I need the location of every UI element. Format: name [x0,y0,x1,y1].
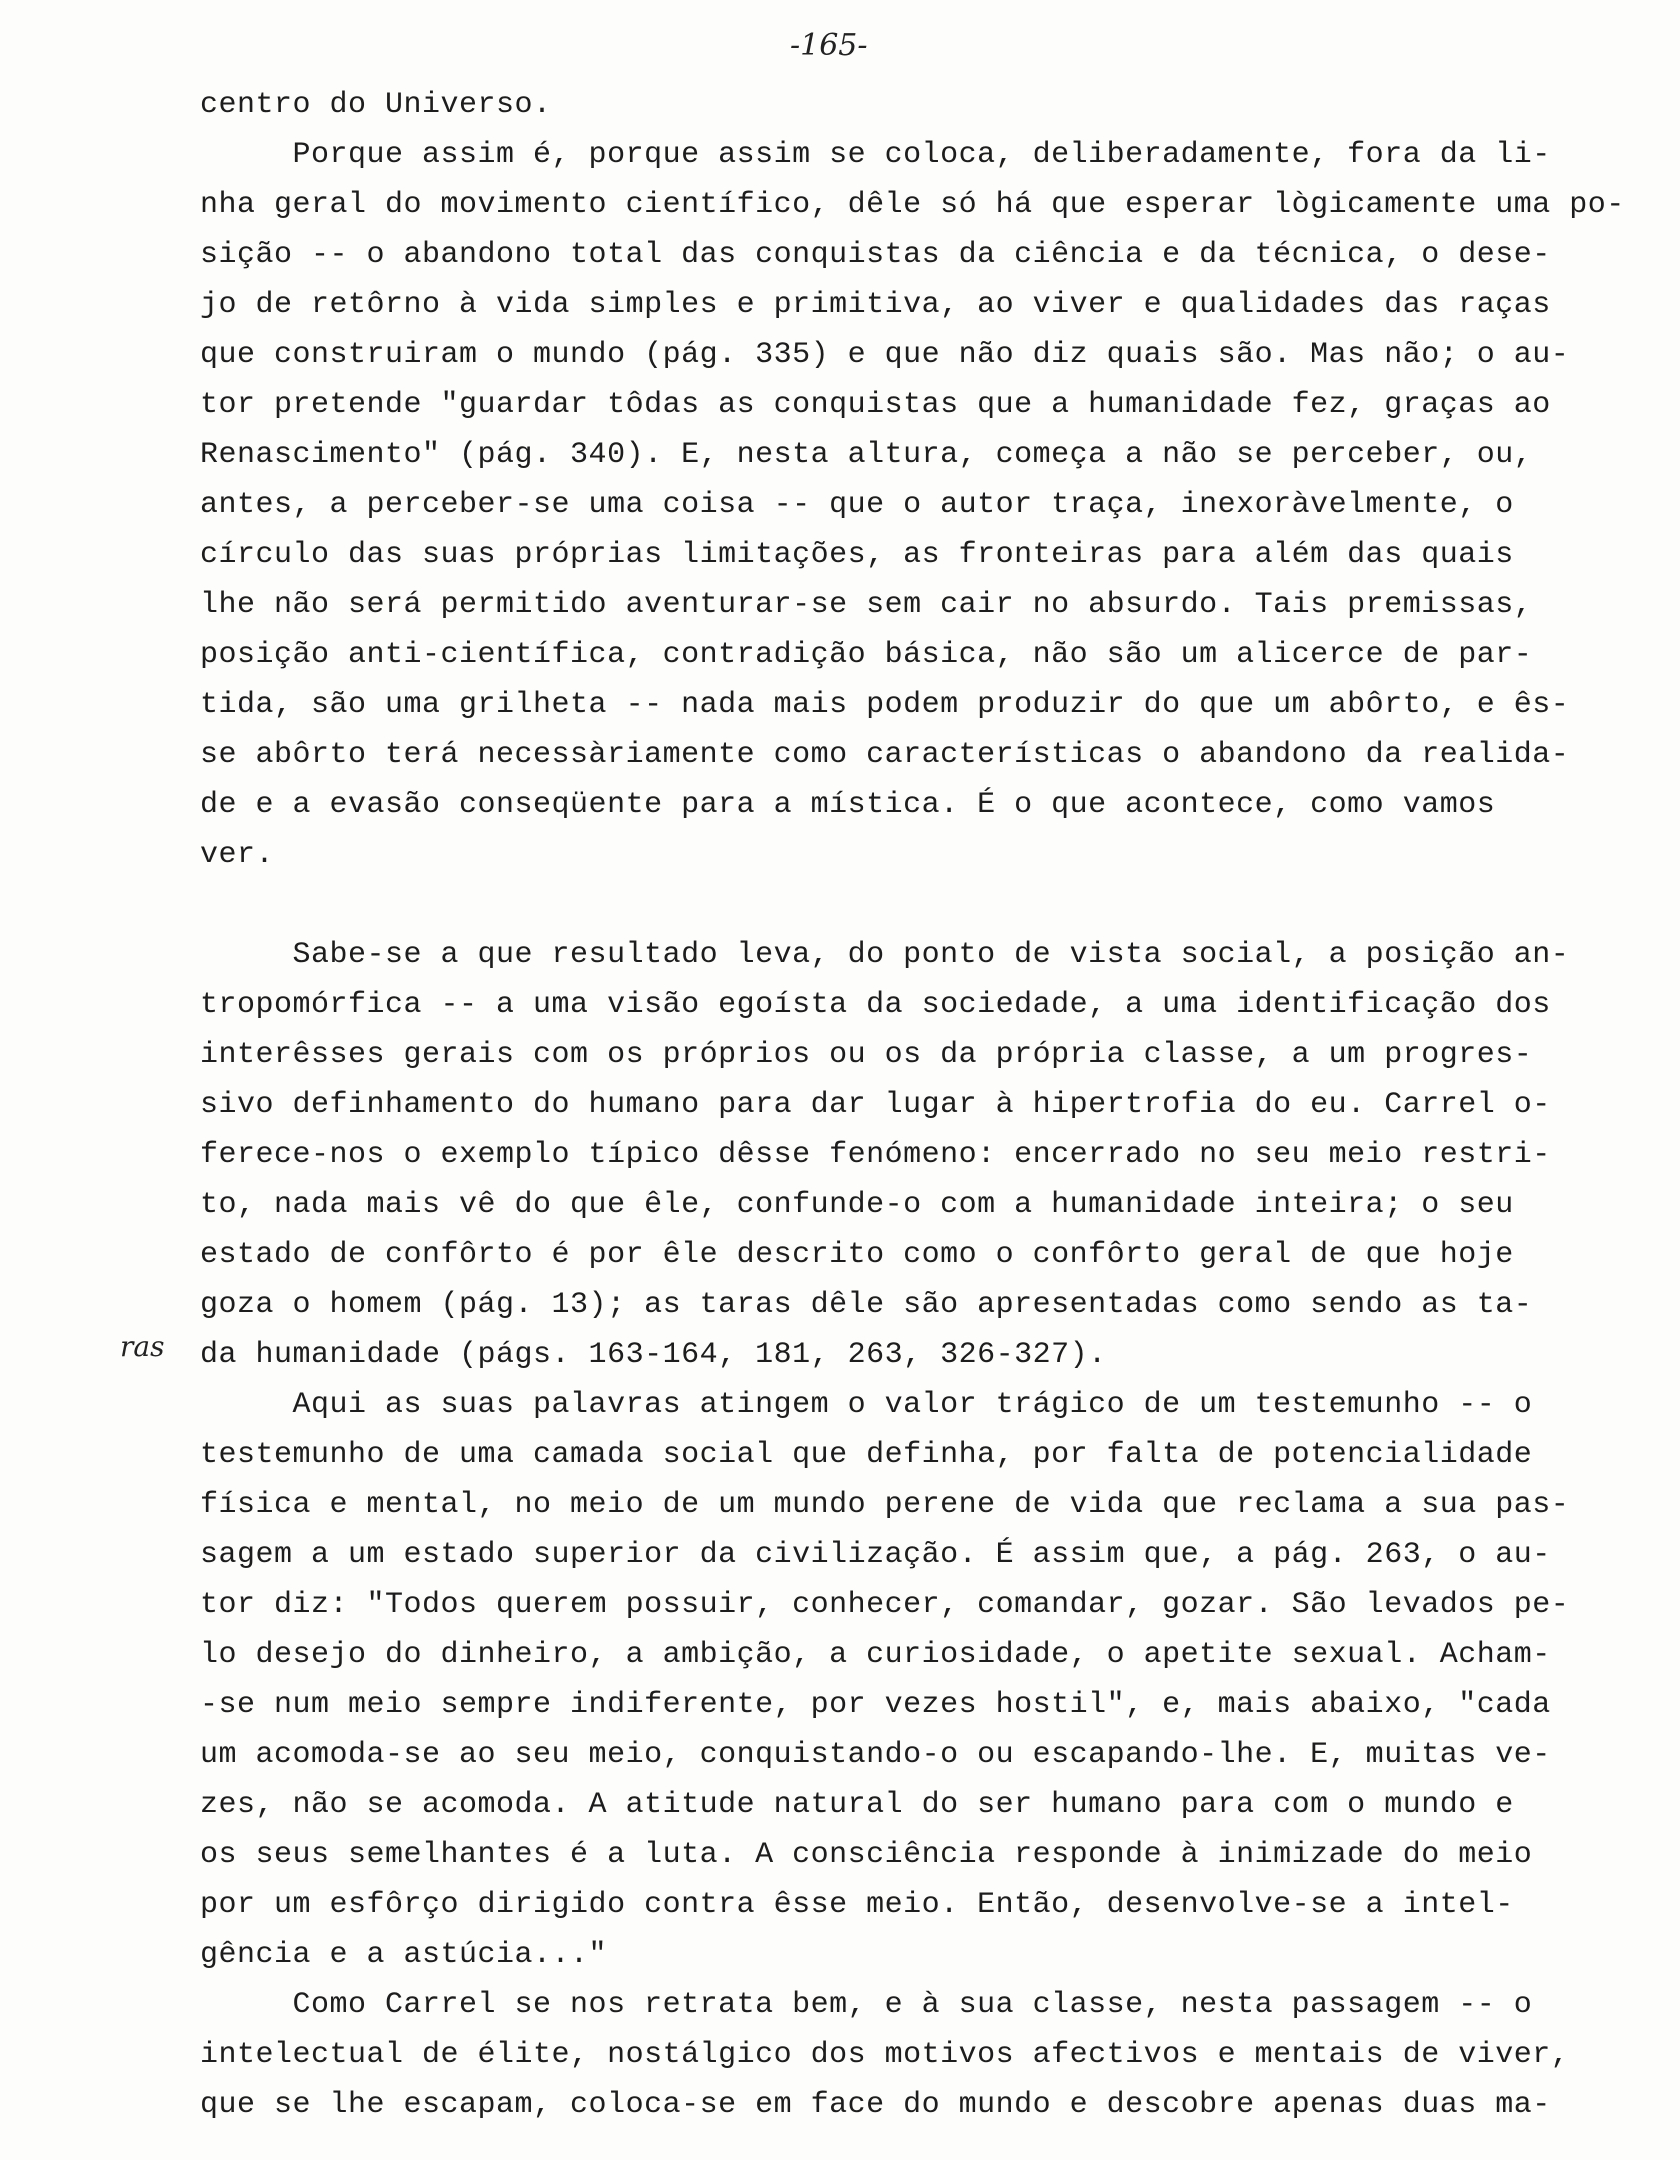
text-line: to, nada mais vê do que êle, confunde-o com a humanidade inteira; o seu [200,1188,1514,1222]
text-line: zes, não se acomoda. A atitude natural do ser humano para com o mundo e [200,1788,1514,1822]
text-line: por um esfôrço dirigido contra êsse meio. Então, desenvolve-se a intel- [200,1888,1514,1922]
text-line: jo de retôrno à vida simples e primitiva, ao viver e qualidades das raças [200,288,1551,322]
text-line: da humanidade (págs. 163-164, 181, 263, 326-327). [200,1338,1107,1372]
text-line: tida, são uma grilheta -- nada mais podem produzir do que um abôrto, e ês- [200,688,1570,722]
text-line: testemunho de uma camada social que definha, por falta de potencialidade [200,1438,1533,1472]
text-line: lo desejo do dinheiro, a ambição, a curiosidade, o apetite sexual. Acham- [200,1638,1551,1672]
text-line: centro do Universo. [200,88,552,122]
text-line: estado de confôrto é por êle descrito como o confôrto geral de que hoje [200,1238,1514,1272]
text-line: física e mental, no meio de um mundo perene de vida que reclama a sua pas- [200,1488,1570,1522]
document-body [200,80,1650,2130]
text-line: ferece-nos o exemplo típico dêsse fenómeno: encerrado no seu meio restri- [200,1138,1551,1172]
margin-note: ras [120,1330,165,1363]
text-line: -se num meio sempre indiferente, por vezes hostil", e, mais abaixo, "cada [200,1688,1551,1722]
text-line: gência e a astúcia..." [200,1938,608,1972]
text-line: sagem a um estado superior da civilização. É assim que, a pág. 263, o au- [200,1538,1551,1572]
text-line: círculo das suas próprias limitações, as fronteiras para além das quais [200,538,1514,572]
text-line: se abôrto terá necessàriamente como características o abandono da realida- [200,738,1570,772]
text-line: ver. [200,838,275,872]
text-line: goza o homem (pág. 13); as taras dêle são apresentadas como sendo as ta- [200,1288,1533,1322]
text-line: tor diz: "Todos querem possuir, conhecer, comandar, gozar. São levados pe- [200,1588,1570,1622]
text-line: posição anti-científica, contradição básica, não são um alicerce de par- [200,638,1533,672]
text-line: sição -- o abandono total das conquistas da ciência e da técnica, o dese- [200,238,1551,272]
text-line: os seus semelhantes é a luta. A consciência responde à inimizade do meio [200,1838,1533,1872]
text-line: que se lhe escapam, coloca-se em face do mundo e descobre apenas duas ma- [200,2088,1551,2122]
text-line: que construiram o mundo (pág. 335) e que não diz quais são. Mas não; o au- [200,338,1570,372]
text-line: um acomoda-se ao seu meio, conquistando-o ou escapando-lhe. E, muitas ve- [200,1738,1551,1772]
text-line: Renascimento" (pág. 340). E, nesta altura, começa a não se perceber, ou, [200,438,1533,472]
text-line: intelectual de élite, nostálgico dos motivos afectivos e mentais de viver, [200,2038,1570,2072]
text-line: nha geral do movimento científico, dêle só há que esperar lògicamente uma po- [200,188,1625,222]
text-line: antes, a perceber-se uma coisa -- que o autor traça, inexoràvelmente, o [200,488,1514,522]
text-line: Como Carrel se nos retrata bem, e à sua classe, nesta passagem -- o [200,1988,1533,2022]
text-line: interêsses gerais com os próprios ou os da própria classe, a um progres- [200,1038,1533,1072]
text-line: sivo definhamento do humano para dar lugar à hipertrofia do eu. Carrel o- [200,1088,1551,1122]
text-line: tor pretende "guardar tôdas as conquistas que a humanidade fez, graças ao [200,388,1551,422]
text-line: Aqui as suas palavras atingem o valor trágico de um testemunho -- o [200,1388,1533,1422]
text-line: lhe não será permitido aventurar-se sem cair no absurdo. Tais premissas, [200,588,1533,622]
text-line: de e a evasão conseqüente para a mística. É o que acontece, como vamos [200,788,1496,822]
page-number: -165- [790,28,868,63]
text-line: tropomórfica -- a uma visão egoísta da sociedade, a uma identificação dos [200,988,1551,1022]
text-line: Sabe-se a que resultado leva, do ponto de vista social, a posição an- [200,938,1570,972]
text-line: Porque assim é, porque assim se coloca, deliberadamente, fora da li- [200,138,1551,172]
blank-line [200,880,1650,930]
